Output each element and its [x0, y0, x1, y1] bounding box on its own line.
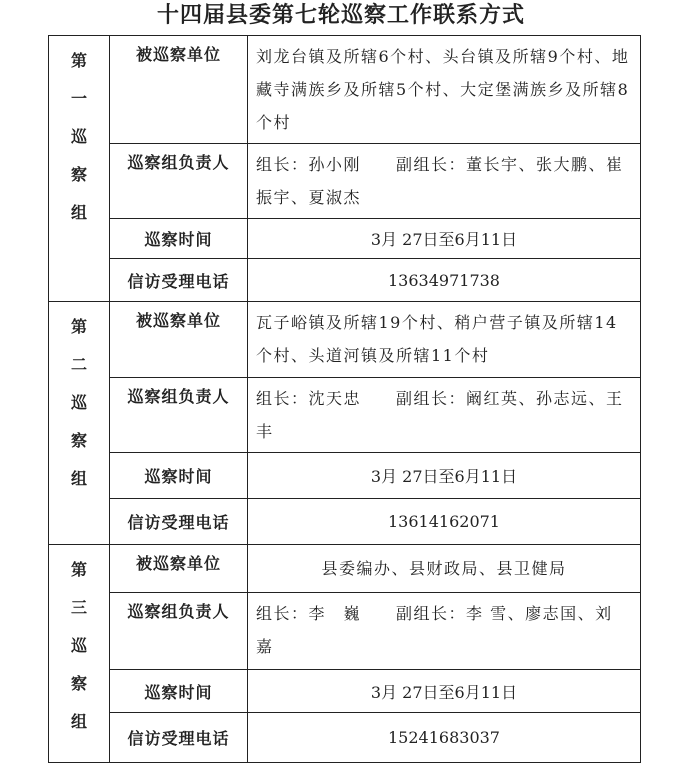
- group-leaders: 组长：李 巍 副组长：李 雪、廖志国、刘 嘉: [248, 593, 641, 670]
- label-leader: 巡察组负责人: [110, 378, 248, 453]
- label-phone: 信访受理电话: [110, 713, 248, 763]
- table-row: [49, 302, 641, 378]
- inspection-period: 3月 27日至6月11日: [248, 453, 641, 499]
- table-row: [49, 499, 641, 545]
- label-phone: 信访受理电话: [110, 259, 248, 302]
- group-name-char: 组: [70, 469, 87, 488]
- group-name-char: 巡: [70, 393, 87, 412]
- group-leaders: 组长：孙小刚 副组长：董长宇、张大鹏、崔振宇、夏淑杰: [248, 144, 641, 219]
- table-row: [49, 378, 641, 453]
- group-name-second: [49, 302, 110, 545]
- table-row: [49, 593, 641, 670]
- table-row: [49, 36, 641, 144]
- label-time: 巡察时间: [110, 453, 248, 499]
- inspected-units: 刘龙台镇及所辖6个村、头台镇及所辖9个村、地藏寺满族乡及所辖5个村、大定堡满族乡及所辖8个村: [248, 36, 641, 144]
- table-row: [49, 453, 641, 499]
- group-name-char: 组: [70, 712, 87, 731]
- group-name-char: 二: [70, 355, 87, 374]
- label-unit: 被巡察单位: [110, 302, 248, 378]
- table-row: [49, 545, 641, 593]
- label-leader: 巡察组负责人: [110, 144, 248, 219]
- group-name-char: 察: [70, 431, 87, 450]
- group-name-char: 第: [70, 317, 87, 336]
- group-name-third: [49, 545, 110, 763]
- label-time: 巡察时间: [110, 670, 248, 713]
- table-row: [49, 259, 641, 302]
- label-phone: 信访受理电话: [110, 499, 248, 545]
- label-time: 巡察时间: [110, 219, 248, 259]
- table-row: [49, 670, 641, 713]
- page-title: 十四届县委第七轮巡察工作联系方式: [156, 2, 525, 28]
- group-name-char: 一: [70, 89, 87, 108]
- group-name-char: 三: [70, 598, 87, 617]
- group-name-char: 察: [70, 674, 87, 693]
- contact-table: [48, 35, 641, 763]
- group-name-first: [49, 36, 110, 302]
- group-name-char: 巡: [70, 636, 87, 655]
- label-leader: 巡察组负责人: [110, 593, 248, 670]
- inspected-units: 瓦子峪镇及所辖19个村、稍户营子镇及所辖14个村、头道河镇及所辖11个村: [248, 302, 641, 378]
- group-name-char: 第: [70, 560, 87, 579]
- complaint-phone: 13634971738: [248, 259, 641, 302]
- group-name-char: 巡: [70, 127, 87, 146]
- group-name-char: 第: [70, 51, 87, 70]
- table-row: [49, 144, 641, 219]
- group-leaders: 组长：沈天忠 副组长：阚红英、孙志远、王 丰: [248, 378, 641, 453]
- inspected-units: 县委编办、县财政局、县卫健局: [248, 545, 641, 593]
- inspection-period: 3月 27日至6月11日: [248, 670, 641, 713]
- group-name-char: 组: [70, 203, 87, 222]
- table-row: [49, 219, 641, 259]
- table-row: [49, 713, 641, 763]
- label-unit: 被巡察单位: [110, 545, 248, 593]
- complaint-phone: 15241683037: [248, 713, 641, 763]
- group-name-char: 察: [70, 165, 87, 184]
- label-unit: 被巡察单位: [110, 36, 248, 144]
- inspection-period: 3月 27日至6月11日: [248, 219, 641, 259]
- complaint-phone: 13614162071: [248, 499, 641, 545]
